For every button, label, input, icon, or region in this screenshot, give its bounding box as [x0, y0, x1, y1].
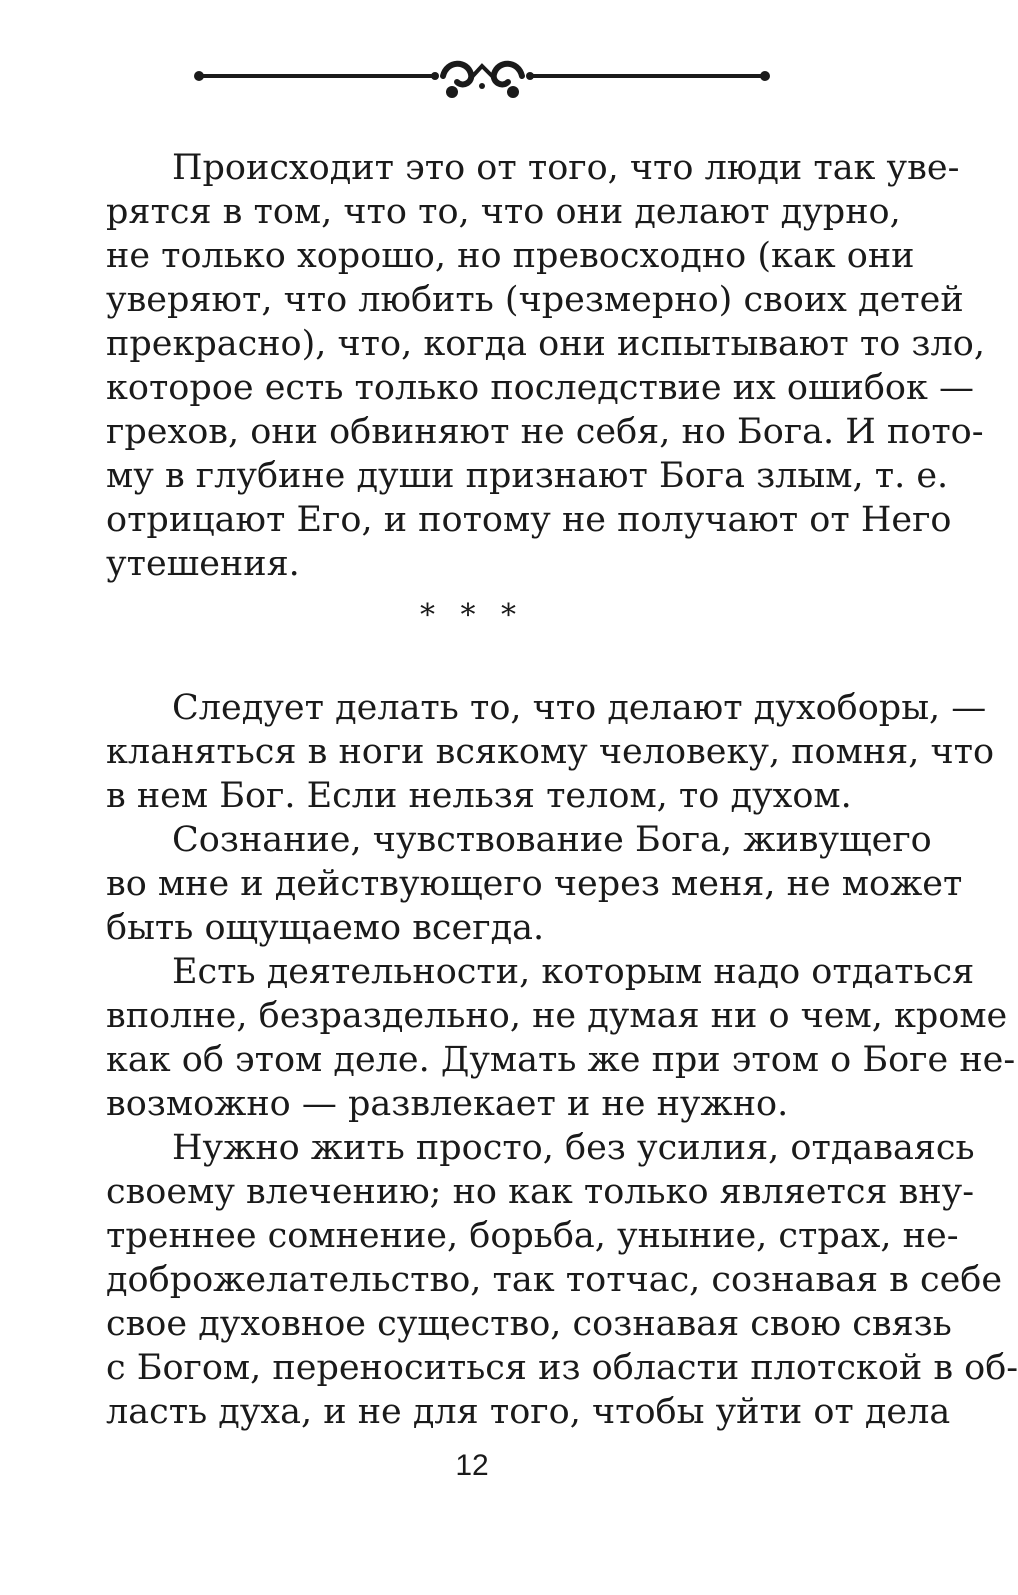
text-line: Происходит это от того, что люди так уве-: [172, 148, 960, 188]
text-line: как об этом деле. Думать же при этом о Боге не-: [106, 1040, 1016, 1080]
text-line: в нем Бог. Если нельзя телом, то духом.: [106, 776, 852, 816]
text-line: кланяться в ноги всякому человеку, помня, что: [106, 732, 995, 772]
text-line: прекрасно), что, когда они испытывают то зло,: [106, 324, 985, 364]
text-line: рятся в том, что то, что они делают дурно,: [106, 192, 901, 232]
text-line: Нужно жить просто, без усилия, отдаваясь: [172, 1128, 975, 1168]
text-line: доброжелательство, так тотчас, сознавая в себе: [106, 1260, 1003, 1300]
text-line: быть ощущаемо всегда.: [106, 908, 545, 948]
text-line: уверяют, что любить (чрезмерно) своих детей: [106, 280, 964, 320]
text-line: вполне, безраздельно, не думая ни о чем, кроме: [106, 996, 1008, 1036]
text-line: грехов, они обвиняют не себя, но Бога. И пото-: [106, 412, 984, 452]
paragraph-block-1: [106, 146, 985, 586]
section-separator: * * *: [419, 598, 525, 633]
text-line: свое духовное существо, сознавая свою связь: [106, 1304, 952, 1344]
text-line: с Богом, переноситься из области плотской в об-: [106, 1348, 1018, 1388]
decorative-divider-ornament: [185, 52, 780, 100]
text-line: утешения.: [106, 544, 300, 584]
text-line: отрицают Его, и потому не получают от Него: [106, 500, 952, 540]
text-line: Следует делать то, что делают духоборы, —: [172, 688, 987, 728]
text-line: ласть духа, и не для того, чтобы уйти от дела: [106, 1392, 951, 1432]
text-line: не только хорошо, но превосходно (как они: [106, 236, 915, 276]
text-line: своему влечению; но как только является вну-: [106, 1172, 975, 1212]
text-line: треннее сомнение, борьба, уныние, страх, не-: [106, 1216, 959, 1256]
paragraph-block-2: [106, 686, 1018, 1434]
text-line: во мне и действующего через меня, не может: [106, 864, 963, 904]
page-number: 12: [455, 1449, 489, 1482]
text-line: возможно — развлекает и не нужно.: [106, 1084, 789, 1124]
text-line: Сознание, чувствование Бога, живущего: [172, 820, 932, 860]
text-line: Есть деятельности, которым надо отдаться: [172, 952, 975, 992]
text-line: му в глубине души признают Бога злым, т. е.: [106, 456, 949, 496]
text-line: которое есть только последствие их ошибок —: [106, 368, 974, 408]
